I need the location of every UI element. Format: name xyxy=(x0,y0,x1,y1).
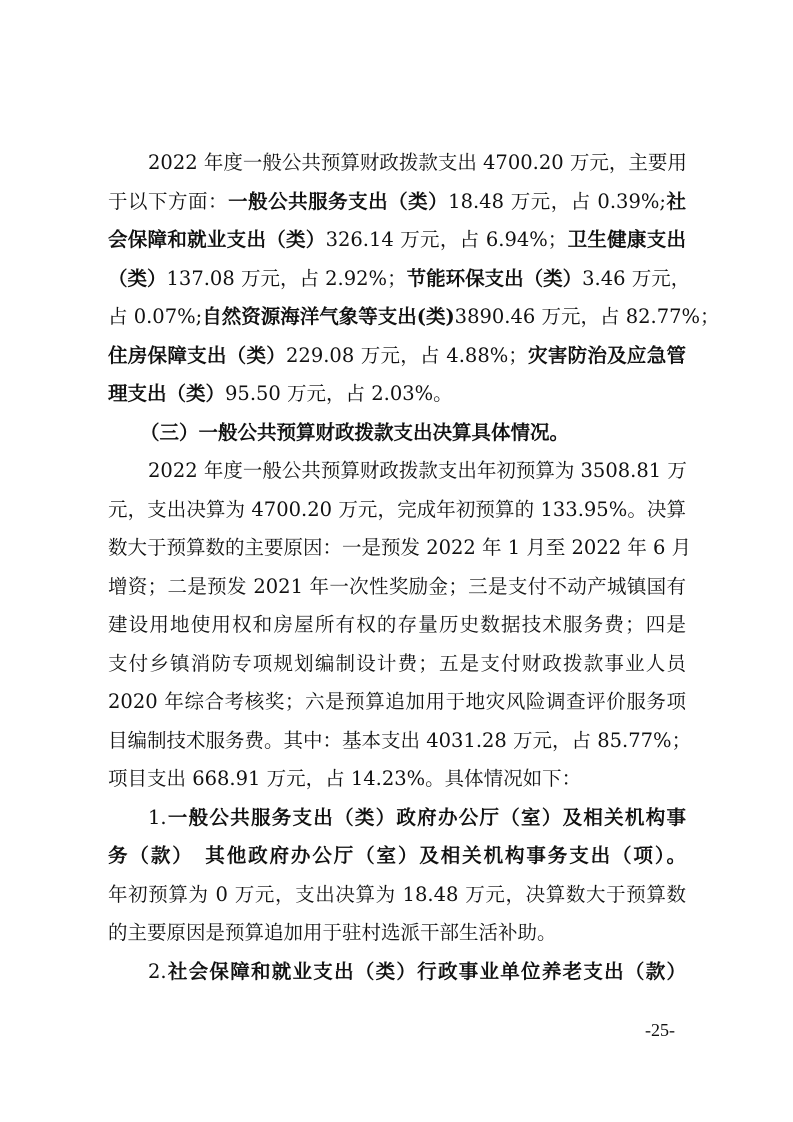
paragraph-line: 增资；二是预发 2021 年一次性奖励金；三是支付不动产城镇国有 xyxy=(108,575,686,598)
paragraph-line: 元，支出决算为 4700.20 万元，完成年初预算的 133.95%。决算 xyxy=(108,498,686,521)
paragraph-line: 建设用地使用权和房屋所有权的存量历史数据技术服务费；四是 xyxy=(108,613,686,636)
item-heading: 2.社会保障和就业支出（类）行政事业单位养老支出（款） xyxy=(148,960,686,983)
bold-category: 会保障和就业支出（类） xyxy=(108,228,326,251)
bold-category: 住房保障支出（类） xyxy=(108,344,287,367)
paragraph-line: （类）137.08 万元，占 2.92%；节能环保支出（类）3.46 万元， xyxy=(108,267,691,290)
bold-category: 节能环保支出（类） xyxy=(406,267,583,290)
paragraph-line: 于以下方面：一般公共服务支出（类）18.48 万元，占 0.39%;社 xyxy=(108,190,686,213)
bold-category: 理支出（类） xyxy=(108,382,226,405)
bold-category: 自然资源海洋气象等支出(类) xyxy=(202,305,455,328)
paragraph-line: 目编制技术服务费。其中：基本支出 4031.28 万元，占 85.77%； xyxy=(108,729,692,752)
paragraph-line: 数大于预算数的主要原因：一是预发 2022 年 1 月至 2022 年 6 月 xyxy=(108,536,692,559)
item-heading: 务（款） 其他政府办公厅（室）及相关机构事务支出（项）。 xyxy=(108,844,686,867)
bold-category: 一般公共服务支出（类） xyxy=(228,190,449,213)
paragraph-line: 项目支出 668.91 万元，占 14.23%。具体情况如下： xyxy=(108,767,582,790)
section-heading: （三）一般公共预算财政拨款支出决算具体情况。 xyxy=(140,421,570,444)
paragraph-line: 会保障和就业支出（类）326.14 万元，占 6.94%；卫生健康支出 xyxy=(108,228,686,251)
paragraph-line: 的主要原因是预算追加用于驻村选派干部生活补助。 xyxy=(108,921,557,944)
paragraph-line: 2022 年度一般公共预算财政拨款支出年初预算为 3508.81 万 xyxy=(148,459,687,482)
page-number: -25- xyxy=(645,1020,675,1040)
paragraph-line: 2022 年度一般公共预算财政拨款支出 4700.20 万元，主要用 xyxy=(148,151,687,174)
paragraph-line: 年初预算为 0 万元，支出决算为 18.48 万元，决算数大于预算数 xyxy=(108,883,686,906)
paragraph-line: 住房保障支出（类）229.08 万元，占 4.88%；灾害防治及应急管 xyxy=(108,344,686,367)
paragraph-line: 理支出（类）95.50 万元，占 2.03%。 xyxy=(108,382,453,405)
bold-category: 社 xyxy=(665,190,686,213)
paragraph-line: 支付乡镇消防专项规划编制设计费；五是支付财政拨款事业人员 xyxy=(108,652,686,675)
bold-category: 卫生健康支出 xyxy=(567,228,686,251)
bold-category: （类） xyxy=(108,267,167,290)
paragraph-line: 2020 年综合考核奖；六是预算追加用于地灾风险调查评价服务项 xyxy=(108,690,686,713)
paragraph-line: 占 0.07%;自然资源海洋气象等支出(类)3890.46 万元，占 82.77%； xyxy=(108,305,720,328)
item-heading: 1.一般公共服务支出（类）政府办公厅（室）及相关机构事 xyxy=(148,806,686,829)
bold-category: 灾害防治及应急管 xyxy=(527,344,686,367)
